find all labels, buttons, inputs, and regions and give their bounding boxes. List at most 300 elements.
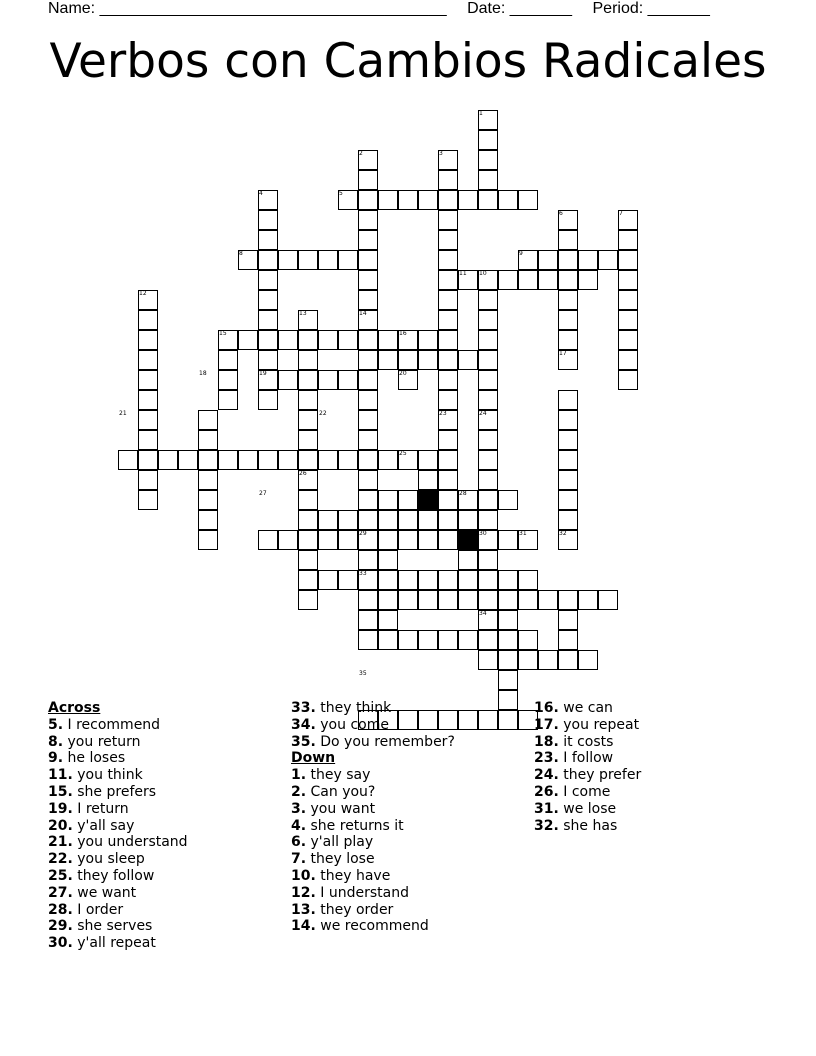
grid-cell[interactable] (578, 650, 598, 670)
grid-cell[interactable] (558, 470, 578, 490)
grid-cell[interactable] (458, 550, 478, 570)
grid-cell[interactable] (438, 590, 458, 610)
grid-cell[interactable] (378, 610, 398, 630)
clue-index: 13. (291, 901, 316, 918)
clue-text: I follow (563, 750, 614, 767)
grid-cell[interactable] (358, 610, 378, 630)
clue-index: 23. (534, 750, 559, 767)
grid-cell[interactable] (378, 490, 398, 510)
grid-cell[interactable] (178, 450, 198, 470)
grid-cell[interactable] (258, 450, 278, 470)
grid-cell[interactable] (578, 590, 598, 610)
grid-cell[interactable] (358, 230, 378, 250)
grid-cell[interactable] (298, 370, 318, 390)
across-clue (48, 767, 188, 784)
grid-cell[interactable] (478, 630, 498, 650)
grid-cell[interactable] (298, 250, 318, 270)
clue-text: we lose (563, 800, 617, 817)
grid-cell[interactable] (358, 470, 378, 490)
grid-cell[interactable] (278, 370, 298, 390)
clue-text: she has (563, 817, 618, 834)
grid-cell[interactable] (298, 570, 318, 590)
clue-index: 34. (291, 716, 316, 733)
grid-cell[interactable] (378, 330, 398, 350)
grid-cell[interactable] (278, 330, 298, 350)
grid-cell[interactable] (438, 470, 458, 490)
clue-text: you repeat (563, 716, 640, 733)
down-clue (534, 784, 641, 801)
grid-cell[interactable] (618, 330, 638, 350)
grid-cell[interactable] (258, 310, 278, 330)
down-clue (534, 734, 641, 751)
grid-cell[interactable] (358, 190, 378, 210)
grid-cell[interactable] (138, 390, 158, 410)
grid-cell[interactable] (378, 450, 398, 470)
grid-cell[interactable] (558, 230, 578, 250)
grid-cell[interactable] (298, 450, 318, 470)
clue-heading: Down (291, 750, 336, 767)
clue-number: 6 (559, 210, 563, 217)
grid-cell[interactable] (478, 650, 498, 670)
grid-cell[interactable] (258, 230, 278, 250)
across-clue (48, 717, 188, 734)
across-clue (48, 935, 188, 952)
clue-number: 35 (359, 670, 367, 677)
down-clue (291, 784, 455, 801)
grid-cell[interactable] (618, 370, 638, 390)
grid-cell[interactable] (378, 630, 398, 650)
grid-cell[interactable] (318, 530, 338, 550)
grid-cell[interactable] (318, 570, 338, 590)
clue-index: 9. (48, 750, 64, 767)
grid-cell[interactable] (438, 310, 458, 330)
grid-cell[interactable] (478, 350, 498, 370)
grid-cell[interactable] (258, 350, 278, 370)
grid-cell[interactable] (518, 630, 538, 650)
grid-cell[interactable] (198, 490, 218, 510)
grid-cell[interactable] (498, 270, 518, 290)
grid-cell[interactable] (438, 170, 458, 190)
grid-cell[interactable] (278, 530, 298, 550)
clue-number: 29 (359, 530, 367, 537)
across-clue (291, 717, 455, 734)
grid-cell[interactable] (478, 470, 498, 490)
grid-cell[interactable] (458, 510, 478, 530)
grid-cell[interactable] (438, 530, 458, 550)
across-clue (48, 784, 188, 801)
grid-cell[interactable] (498, 630, 518, 650)
grid-cell[interactable] (458, 570, 478, 590)
clue-index: 17. (534, 716, 559, 733)
grid-cell[interactable] (278, 250, 298, 270)
clue-number: 5 (339, 190, 343, 197)
grid-cell[interactable] (478, 330, 498, 350)
grid-cell[interactable] (458, 350, 478, 370)
grid-cell[interactable] (418, 470, 438, 490)
clue-text: y'all say (77, 817, 135, 834)
grid-cell[interactable] (618, 310, 638, 330)
grid-cell[interactable] (438, 570, 458, 590)
grid-cell[interactable] (238, 450, 258, 470)
grid-cell[interactable] (598, 250, 618, 270)
down-clue (291, 885, 455, 902)
grid-cell[interactable] (258, 270, 278, 290)
grid-cell[interactable] (518, 570, 538, 590)
clue-index: 19. (48, 800, 73, 817)
clue-text: y'all play (310, 834, 374, 851)
grid-cell[interactable] (558, 650, 578, 670)
clue-text: you want (310, 800, 376, 817)
grid-cell[interactable] (338, 450, 358, 470)
grid-cell[interactable] (378, 550, 398, 570)
grid-cell[interactable] (358, 590, 378, 610)
grid-cell[interactable] (358, 250, 378, 270)
grid-cell[interactable] (478, 510, 498, 530)
grid-cell[interactable] (358, 490, 378, 510)
grid-cell[interactable] (338, 510, 358, 530)
grid-cell[interactable] (418, 630, 438, 650)
grid-cell[interactable] (458, 590, 478, 610)
grid-cell[interactable] (198, 450, 218, 470)
across-clue (48, 868, 188, 885)
grid-cell[interactable] (298, 530, 318, 550)
grid-cell[interactable] (138, 490, 158, 510)
grid-cell[interactable] (398, 630, 418, 650)
grid-cell[interactable] (558, 630, 578, 650)
grid-cell[interactable] (378, 350, 398, 370)
clue-number: 4 (259, 190, 263, 197)
grid-cell[interactable] (258, 390, 278, 410)
grid-cell[interactable] (218, 370, 238, 390)
grid-cell[interactable] (558, 410, 578, 430)
clue-index: 27. (48, 884, 73, 901)
across-clue (48, 851, 188, 868)
grid-cell[interactable] (298, 430, 318, 450)
grid-cell[interactable] (278, 450, 298, 470)
grid-cell[interactable] (458, 190, 478, 210)
grid-cell[interactable] (158, 450, 178, 470)
grid-cell[interactable] (418, 450, 438, 470)
grid-cell[interactable] (438, 390, 458, 410)
clue-text: you sleep (77, 851, 145, 868)
grid-cell[interactable] (438, 430, 458, 450)
grid-cell[interactable] (238, 330, 258, 350)
grid-cell[interactable] (358, 270, 378, 290)
grid-cell[interactable] (318, 330, 338, 350)
clue-number: 26 (299, 470, 307, 477)
grid-cell[interactable] (538, 590, 558, 610)
clue-number: 34 (479, 610, 487, 617)
grid-cell[interactable] (438, 630, 458, 650)
down-clue (534, 750, 641, 767)
grid-cell[interactable] (538, 650, 558, 670)
grid-cell[interactable] (378, 530, 398, 550)
grid-cell[interactable] (558, 510, 578, 530)
grid-cell[interactable] (138, 410, 158, 430)
grid-cell[interactable] (198, 410, 218, 430)
grid-cell[interactable] (498, 190, 518, 210)
grid-cell[interactable] (258, 290, 278, 310)
grid-cell[interactable] (218, 350, 238, 370)
grid-cell[interactable] (498, 530, 518, 550)
grid-cell[interactable] (358, 370, 378, 390)
grid-cell[interactable] (358, 630, 378, 650)
grid-cell[interactable] (318, 510, 338, 530)
grid-cell[interactable] (498, 570, 518, 590)
grid-cell[interactable] (558, 330, 578, 350)
grid-cell[interactable] (478, 490, 498, 510)
grid-cell[interactable] (398, 530, 418, 550)
grid-cell[interactable] (438, 290, 458, 310)
grid-cell[interactable] (298, 330, 318, 350)
grid-cell[interactable] (398, 570, 418, 590)
clue-index: 29. (48, 918, 73, 935)
grid-cell[interactable] (438, 450, 458, 470)
grid-cell[interactable] (198, 470, 218, 490)
grid-block (458, 530, 478, 550)
grid-cell[interactable] (618, 250, 638, 270)
clue-text: we want (77, 884, 137, 901)
grid-cell[interactable] (478, 190, 498, 210)
grid-cell[interactable] (318, 250, 338, 270)
grid-cell[interactable] (578, 250, 598, 270)
grid-cell[interactable] (138, 330, 158, 350)
clue-index: 24. (534, 767, 559, 784)
grid-cell[interactable] (458, 710, 478, 730)
grid-cell[interactable] (298, 590, 318, 610)
clue-index: 31. (534, 800, 559, 817)
clue-index: 28. (48, 901, 73, 918)
grid-cell[interactable] (358, 290, 378, 310)
clue-text: I understand (320, 884, 409, 901)
grid-cell[interactable] (358, 330, 378, 350)
grid-cell[interactable] (298, 550, 318, 570)
grid-cell[interactable] (378, 570, 398, 590)
grid-cell[interactable] (518, 190, 538, 210)
clue-index: 3. (291, 800, 307, 817)
name-field[interactable]: Name: _______________________________________ (48, 0, 447, 17)
grid-cell[interactable] (498, 490, 518, 510)
grid-cell[interactable] (538, 250, 558, 270)
grid-cell[interactable] (138, 470, 158, 490)
grid-cell[interactable] (258, 330, 278, 350)
grid-cell[interactable] (398, 590, 418, 610)
grid-cell[interactable] (358, 550, 378, 570)
grid-cell[interactable] (478, 450, 498, 470)
grid-cell[interactable] (138, 430, 158, 450)
grid-cell[interactable] (338, 330, 358, 350)
grid-cell[interactable] (438, 510, 458, 530)
clue-text: she prefers (77, 783, 157, 800)
grid-cell[interactable] (398, 490, 418, 510)
down-clue (291, 851, 455, 868)
grid-cell[interactable] (398, 350, 418, 370)
clue-text: they have (320, 867, 391, 884)
grid-cell[interactable] (258, 250, 278, 270)
grid-cell[interactable] (218, 450, 238, 470)
grid-cell[interactable] (518, 590, 538, 610)
clue-index: 18. (534, 733, 559, 750)
clue-number: 14 (359, 310, 367, 317)
grid-cell[interactable] (138, 450, 158, 470)
clue-text: they lose (310, 851, 375, 868)
grid-cell[interactable] (558, 590, 578, 610)
grid-cell[interactable] (478, 430, 498, 450)
clue-number: 13 (299, 310, 307, 317)
grid-cell[interactable] (478, 150, 498, 170)
grid-cell[interactable] (418, 330, 438, 350)
grid-cell[interactable] (318, 450, 338, 470)
clue-index: 1. (291, 767, 307, 784)
clue-number: 3 (439, 150, 443, 157)
grid-cell[interactable] (438, 230, 458, 250)
clue-text: y'all repeat (77, 935, 156, 952)
grid-cell[interactable] (578, 270, 598, 290)
grid-cell[interactable] (598, 590, 618, 610)
grid-cell[interactable] (498, 710, 518, 730)
grid-cell[interactable] (518, 650, 538, 670)
grid-cell[interactable] (358, 510, 378, 530)
grid-cell[interactable] (418, 510, 438, 530)
grid-cell[interactable] (258, 210, 278, 230)
grid-cell[interactable] (298, 490, 318, 510)
grid-cell[interactable] (318, 370, 338, 390)
grid-cell[interactable] (198, 530, 218, 550)
grid-cell[interactable] (478, 710, 498, 730)
grid-cell[interactable] (438, 350, 458, 370)
grid-cell[interactable] (438, 490, 458, 510)
grid-cell[interactable] (498, 590, 518, 610)
grid-cell[interactable] (478, 290, 498, 310)
grid-cell[interactable] (298, 510, 318, 530)
clue-number: 18 (199, 370, 207, 377)
grid-cell[interactable] (138, 370, 158, 390)
grid-cell[interactable] (558, 290, 578, 310)
across-clue (48, 750, 188, 767)
grid-cell[interactable] (358, 170, 378, 190)
period-field[interactable]: Period: _______ (592, 0, 710, 17)
clue-number: 28 (459, 490, 467, 497)
grid-cell[interactable] (378, 590, 398, 610)
grid-cell[interactable] (558, 250, 578, 270)
grid-cell[interactable] (198, 430, 218, 450)
grid-block (418, 490, 438, 510)
grid-cell[interactable] (358, 390, 378, 410)
down-clue (291, 834, 455, 851)
grid-cell[interactable] (258, 530, 278, 550)
grid-cell[interactable] (618, 290, 638, 310)
across-clue (48, 885, 188, 902)
grid-cell[interactable] (498, 690, 518, 710)
grid-cell[interactable] (398, 190, 418, 210)
grid-cell[interactable] (438, 370, 458, 390)
grid-cell[interactable] (538, 270, 558, 290)
grid-cell[interactable] (558, 430, 578, 450)
grid-cell[interactable] (438, 210, 458, 230)
grid-cell[interactable] (298, 390, 318, 410)
clue-index: 10. (291, 867, 316, 884)
grid-cell[interactable] (398, 510, 418, 530)
grid-cell[interactable] (438, 190, 458, 210)
clue-text: she returns it (310, 817, 404, 834)
grid-cell[interactable] (558, 390, 578, 410)
grid-cell[interactable] (618, 350, 638, 370)
grid-cell[interactable] (378, 190, 398, 210)
grid-cell[interactable] (478, 130, 498, 150)
grid-cell[interactable] (418, 350, 438, 370)
grid-cell[interactable] (338, 370, 358, 390)
grid-cell[interactable] (618, 270, 638, 290)
clue-text: you think (77, 767, 143, 784)
clue-number: 23 (439, 410, 447, 417)
grid-cell[interactable] (478, 590, 498, 610)
grid-cell[interactable] (478, 550, 498, 570)
grid-cell[interactable] (558, 450, 578, 470)
grid-cell[interactable] (118, 450, 138, 470)
grid-cell[interactable] (358, 450, 378, 470)
grid-cell[interactable] (478, 370, 498, 390)
grid-cell[interactable] (478, 310, 498, 330)
grid-cell[interactable] (458, 630, 478, 650)
grid-cell[interactable] (558, 270, 578, 290)
grid-cell[interactable] (558, 610, 578, 630)
grid-cell[interactable] (618, 230, 638, 250)
grid-cell[interactable] (358, 410, 378, 430)
grid-cell[interactable] (298, 410, 318, 430)
grid-cell[interactable] (498, 610, 518, 630)
grid-cell[interactable] (378, 510, 398, 530)
grid-cell[interactable] (558, 310, 578, 330)
grid-cell[interactable] (298, 350, 318, 370)
grid-cell[interactable] (358, 350, 378, 370)
grid-cell[interactable] (418, 570, 438, 590)
grid-cell[interactable] (498, 670, 518, 690)
clue-text: Can you? (310, 783, 376, 800)
grid-cell[interactable] (478, 570, 498, 590)
grid-cell[interactable] (338, 530, 358, 550)
grid-cell[interactable] (478, 170, 498, 190)
grid-cell[interactable] (218, 390, 238, 410)
grid-cell[interactable] (338, 250, 358, 270)
across-clue (48, 734, 188, 751)
grid-cell[interactable] (558, 490, 578, 510)
grid-cell[interactable] (358, 430, 378, 450)
grid-cell[interactable] (418, 590, 438, 610)
clue-index: 26. (534, 783, 559, 800)
grid-cell[interactable] (498, 650, 518, 670)
grid-cell[interactable] (438, 330, 458, 350)
grid-cell[interactable] (438, 250, 458, 270)
grid-cell[interactable] (338, 570, 358, 590)
grid-cell[interactable] (518, 270, 538, 290)
clue-number: 30 (479, 530, 487, 537)
grid-cell[interactable] (358, 210, 378, 230)
grid-cell[interactable] (478, 390, 498, 410)
grid-cell[interactable] (138, 350, 158, 370)
clue-heading: Across (48, 700, 101, 716)
grid-cell[interactable] (438, 270, 458, 290)
grid-cell[interactable] (138, 310, 158, 330)
grid-cell[interactable] (418, 190, 438, 210)
grid-cell[interactable] (198, 510, 218, 530)
grid-cell[interactable] (418, 530, 438, 550)
date-field[interactable]: Date: _______ (467, 0, 573, 17)
clue-index: 11. (48, 767, 73, 784)
clue-index: 14. (291, 918, 316, 935)
clue-number: 20 (399, 370, 407, 377)
clue-index: 25. (48, 867, 73, 884)
clue-number: 22 (319, 410, 327, 417)
